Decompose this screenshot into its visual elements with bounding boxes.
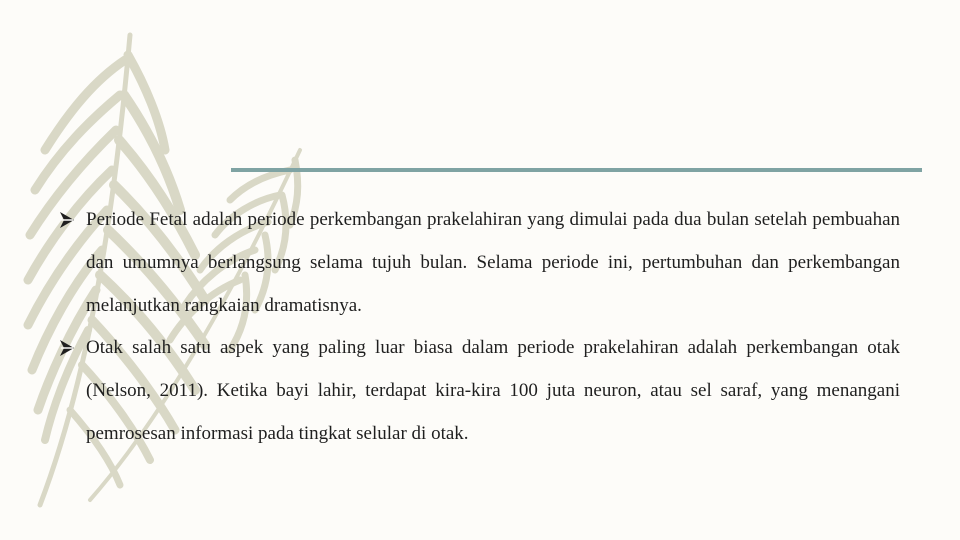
bullet-item-otak	[58, 326, 900, 455]
arrow-right-bullet-icon	[58, 338, 76, 358]
bullet-text: Periode Fetal adalah periode perkembangan prakelahiran yang dimulai pada dua bulan setelah pembuahan dan umumnya berlangsung selama tujuh bulan. Selama periode ini, pertumbuhan dan perkembangan melanjutkan rangkaian dramatisnya.	[86, 209, 900, 316]
bullet-text: Otak salah satu aspek yang paling luar biasa dalam periode prakelahiran adalah perkembangan otak (Nelson, 2011). Ketika bayi lahir, terdapat kira-kira 100 juta neuron, atau sel saraf, yang menangani pemrosesan informasi pada tingkat selular di otak.	[86, 337, 900, 444]
bullet-item-periode-fetal	[58, 198, 900, 327]
bullet-list	[58, 198, 900, 452]
arrow-right-bullet-icon	[58, 210, 76, 230]
header-divider-line	[231, 168, 922, 172]
